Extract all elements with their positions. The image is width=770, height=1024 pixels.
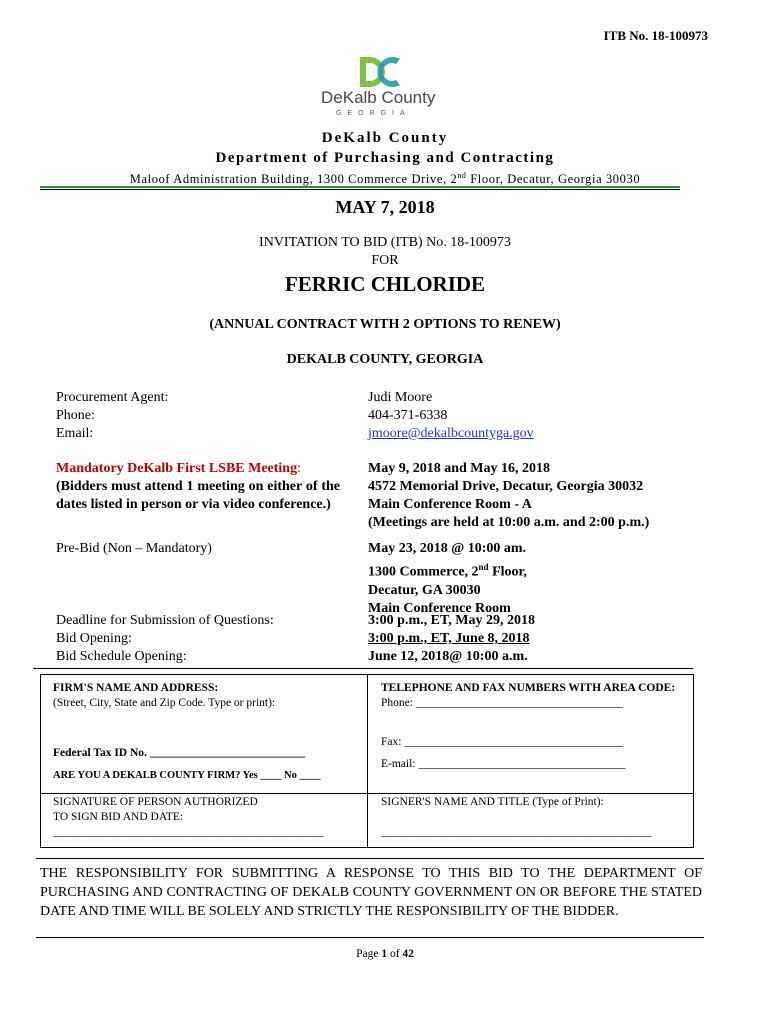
firm-label: FIRM'S NAME AND ADDRESS:: [53, 682, 219, 694]
prebid-label: Pre-Bid (Non – Mandatory): [56, 541, 212, 556]
responsibility-bottom-rule: [36, 937, 704, 938]
lsbe-note: (Bidders must attend 1 meeting on either of the dates listed in person or via video conference.): [56, 479, 340, 512]
signature-line[interactable]: _______________________________________________: [53, 826, 324, 838]
deadline-values: 3:00 p.m., ET, May 29, 2018 3:00 p.m., ET, June 8, 2018 June 12, 2018@ 10:00 a.m.: [368, 613, 535, 664]
divider-black: [40, 189, 680, 190]
firm-hint: (Street, City, State and Zip Code. Type or print):: [53, 697, 276, 709]
county-heading: DeKalb County: [321, 130, 449, 146]
signature-label-1: SIGNATURE OF PERSON AUTHORIZED: [53, 796, 258, 808]
department-heading: Department of Purchasing and Contracting: [215, 150, 555, 166]
agent-phone: 404-371-6338: [368, 408, 448, 423]
responsibility-top-rule: [36, 858, 704, 859]
divider-green: [40, 186, 680, 188]
for-line: FOR: [371, 253, 399, 268]
signer-label: SIGNER'S NAME AND TITLE (Type of Print):: [381, 796, 604, 808]
bid-title: FERRIC CHLORIDE: [284, 272, 486, 296]
lsbe-label: Mandatory DeKalb First LSBE Meeting:: [56, 461, 301, 476]
county-state: DEKALB COUNTY, GEORGIA: [286, 352, 484, 367]
lsbe-details: May 9, 2018 and May 16, 2018 4572 Memorial Drive, Decatur, Georgia 30032 Main Conference Room - A (Meetings are held at 10:00 a.m. and 2:00 p.m.): [368, 461, 650, 530]
logo-name: DeKalb County: [321, 88, 436, 107]
tax-id-field[interactable]: Federal Tax ID No. ___________________________: [53, 747, 306, 759]
fax-field[interactable]: Fax: ______________________________________: [381, 736, 623, 748]
page-number: Page 1 of 42: [356, 948, 414, 960]
agent-email-link[interactable]: jmoore@dekalbcountyga.gov: [368, 426, 534, 441]
dc-logo-icon: [358, 55, 402, 89]
phone-field[interactable]: Phone: ____________________________________: [381, 697, 623, 709]
address-line: Maloof Administration Building, 1300 Commerce Drive, 2nd Floor, Decatur, Georgia 30030: [129, 171, 641, 187]
issue-date: MAY 7, 2018: [335, 197, 435, 217]
itb-number: ITB No. 18-100973: [603, 28, 708, 43]
deadline-labels: Deadline for Submission of Questions: Bid Opening: Bid Schedule Opening:: [56, 613, 274, 664]
signature-label-2: TO SIGN BID AND DATE:: [53, 811, 184, 823]
dekalb-firm-question[interactable]: ARE YOU A DEKALB COUNTY FIRM? Yes ____ No ____: [53, 770, 321, 781]
responsibility-notice: THE RESPONSIBILITY FOR SUBMITTING A RESPONSE TO THIS BID TO THE DEPARTMENT OF PURCHASING AND CONTRACTING OF DEKALB COUNTY GOVERNMENT ON OR BEFORE THE STATED DATE AND TIME WILL BE SOLELY AND STRICTLY THE RESPONSIBILITY OF THE BIDDER.: [40, 866, 702, 919]
agent-name: Judi Moore: [368, 390, 433, 405]
prebid-details: May 23, 2018 @ 10:00 am. 1300 Commerce, 2nd Floor, Decatur, GA 30030 Main Conference Room: [368, 541, 527, 616]
email-field[interactable]: E-mail: ____________________________________: [381, 758, 626, 770]
logo-state: GEORGIA: [336, 110, 411, 117]
form-separator: [33, 668, 693, 669]
telephone-label: TELEPHONE AND FAX NUMBERS WITH AREA CODE:: [381, 682, 676, 694]
invitation-line: INVITATION TO BID (ITB) No. 18-100973: [259, 235, 511, 250]
contact-values: [368, 389, 534, 443]
bidder-form: [40, 674, 694, 848]
contract-terms: (ANNUAL CONTRACT WITH 2 OPTIONS TO RENEW): [209, 317, 561, 332]
contact-labels: Procurement Agent: Phone: Email:: [56, 390, 169, 441]
signer-line[interactable]: _______________________________________________: [381, 826, 652, 838]
